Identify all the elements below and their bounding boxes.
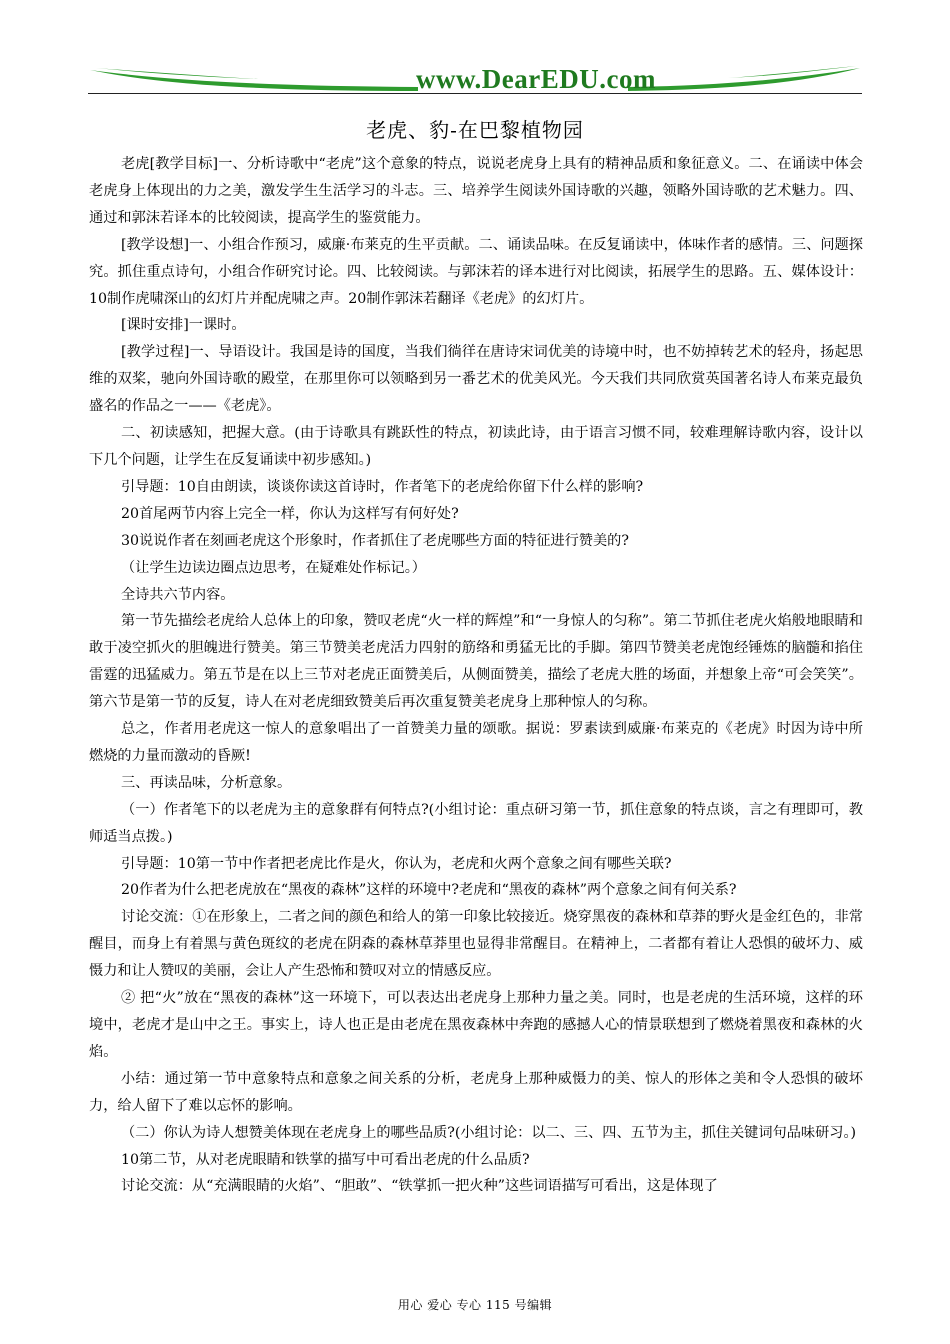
paragraph: 总之，作者用老虎这一惊人的意象唱出了一首赞美力量的颂歌。据说：罗素读到威廉·布莱克的《老虎》时因为诗中所燃烧的力量而激动的昏厥! [89, 721, 863, 764]
paragraph: 小结：通过第一节中意象特点和意象之间关系的分析，老虎身上那种威慑力的美、惊人的形体之美和令人恐惧的破坏力，给人留下了难以忘怀的影响。 [89, 1070, 863, 1114]
paragraph: 讨论交流：①在形象上，二者之间的颜色和给人的第一印象比较接近。烧穿黑夜的森林和草莽的野火是金红色的，非常醒目，而身上有着黑与黄色斑纹的老虎在阴森的森林草莽里也显得非常醒目。在精神上，二者都有着让人恐惧的破坏力、威慑力和让人赞叹的美丽，会让人产生恐怖和赞叹对立的情感反应。 [89, 909, 863, 980]
paragraph: 引导题：10第一节中作者把老虎比作是火，你认为，老虎和火两个意象之间有哪些关联? [120, 855, 672, 872]
paragraph: 30说说作者在刻画老虎这个形象时，作者抓住了老虎哪些方面的特征进行赞美的? [120, 532, 629, 549]
paragraph: 20作者为什么把老虎放在“黑夜的森林”这样的环境中?老虎和“黑夜的森林”两个意象之间有何关系? [120, 882, 737, 899]
header-divider [88, 93, 862, 94]
paragraph: [教学过程]一、导语设计。我国是诗的国度，当我们徜徉在唐诗宋词优美的诗境中时，也不妨掉转艺术的轻舟，扬起思维的双桨，驰向外国诗歌的殿堂，在那里你可以领略到另一番艺术的优美风光。今天我们共同欣赏英国著名诗人布莱克最负盛名的作品之一——《老虎》。 [89, 344, 863, 415]
paragraph: 10第二节，从对老虎眼睛和铁掌的描写中可看出老虎的什么品质? [120, 1151, 530, 1168]
paragraph: ② 把“火”放在“黑夜的森林”这一环境下，可以表达出老虎身上那种力量之美。同时，也是老虎的生活环境，这样的环境中，老虎才是山中之王。事实上，诗人也正是由老虎在黑夜森林中奔跑的感撼人心的情景联想到了燃烧着黑夜和森林的火焰。 [89, 990, 863, 1060]
paragraph: （一）作者笔下的以老虎为主的意象群有何特点?(小组讨论：重点研习第一节，抓住意象的特点谈，言之有理即可，教师适当点拨。) [89, 801, 863, 845]
paragraph: 20首尾两节内容上完全一样，你认为这样写有何好处? [120, 505, 459, 522]
paragraph: 老虎[教学目标]一、分析诗歌中“老虎”这个意象的特点，说说老虎身上具有的精神品质和象征意义。二、在诵读中体会老虎身上体现出的力之美，激发学生生活学习的斗志。三、培养学生阅读外国诗歌的兴趣，领略外国诗歌的艺术魅力。四、通过和郭沫若译本的比较阅读，提高学生的鉴赏能力。 [89, 156, 863, 226]
paragraph: 讨论交流：从“充满眼睛的火焰”、“胆敢”、“铁掌抓一把火种”这些词语描写可看出，这是体现了 [120, 1178, 718, 1195]
paragraph: [教学设想]一、小组合作预习，威廉·布莱克的生平贡献。二、诵读品味。在反复诵读中，体味作者的感情。三、问题探究。抓住重点诗句，小组合作研究讨论。四、比较阅读。与郭沫若的译本进行对比阅读，拓展学生的思路。五、媒体设计：10制作虎啸深山的幻灯片并配虎啸之声。20制作郭沫若翻译《老虎》的幻灯片。 [89, 236, 863, 307]
paragraph: 全诗共六节内容。 [120, 586, 235, 603]
document-body [89, 151, 863, 1200]
site-logo-text[interactable]: www.DearEDU.com [416, 64, 656, 94]
paragraph: 三、再读品味，分析意象。 [120, 774, 292, 791]
paragraph: （让学生边读边圈点边思考，在疑难处作标记。） [120, 559, 426, 576]
document-title: 老虎、豹-在巴黎植物园 [366, 118, 584, 142]
site-header [88, 60, 862, 100]
paragraph: [课时安排]一课时。 [120, 317, 246, 334]
paragraph: （二）你认为诗人想赞美体现在老虎身上的哪些品质?(小组讨论：以二、三、四、五节为主，抓住关键词句品味研习。) [120, 1124, 857, 1141]
page-footer: 用心 爱心 专心 115 号编辑 [397, 1298, 553, 1312]
paragraph: 二、初读感知，把握大意。(由于诗歌具有跳跃性的特点，初读此诗，由于语言习惯不同，较难理解诗歌内容，设计以下几个问题，让学生在反复诵读中初步感知。) [89, 425, 863, 468]
paragraph: 第一节先描绘老虎给人总体上的印象，赞叹老虎“火一样的辉煌”和“一身惊人的匀称”。第二节抓住老虎火焰般地眼睛和敢于凌空抓火的胆魄进行赞美。第三节赞美老虎活力四射的筋络和勇猛无比的手脚。第四节赞美老虎饱经锤炼的脑髓和掐住雷霆的迅猛威力。第五节是在以上三节对老虎正面赞美后，从侧面赞美，描绘了老虎大胜的场面，并想象上帝“可会笑笑”。第六节是第一节的反复，诗人在对老虎细致赞美后再次重复赞美老虎身上那种惊人的匀称。 [89, 613, 863, 711]
paragraph: 引导题：10自由朗读，谈谈你读这首诗时，作者笔下的老虎给你留下什么样的影响? [120, 478, 644, 495]
